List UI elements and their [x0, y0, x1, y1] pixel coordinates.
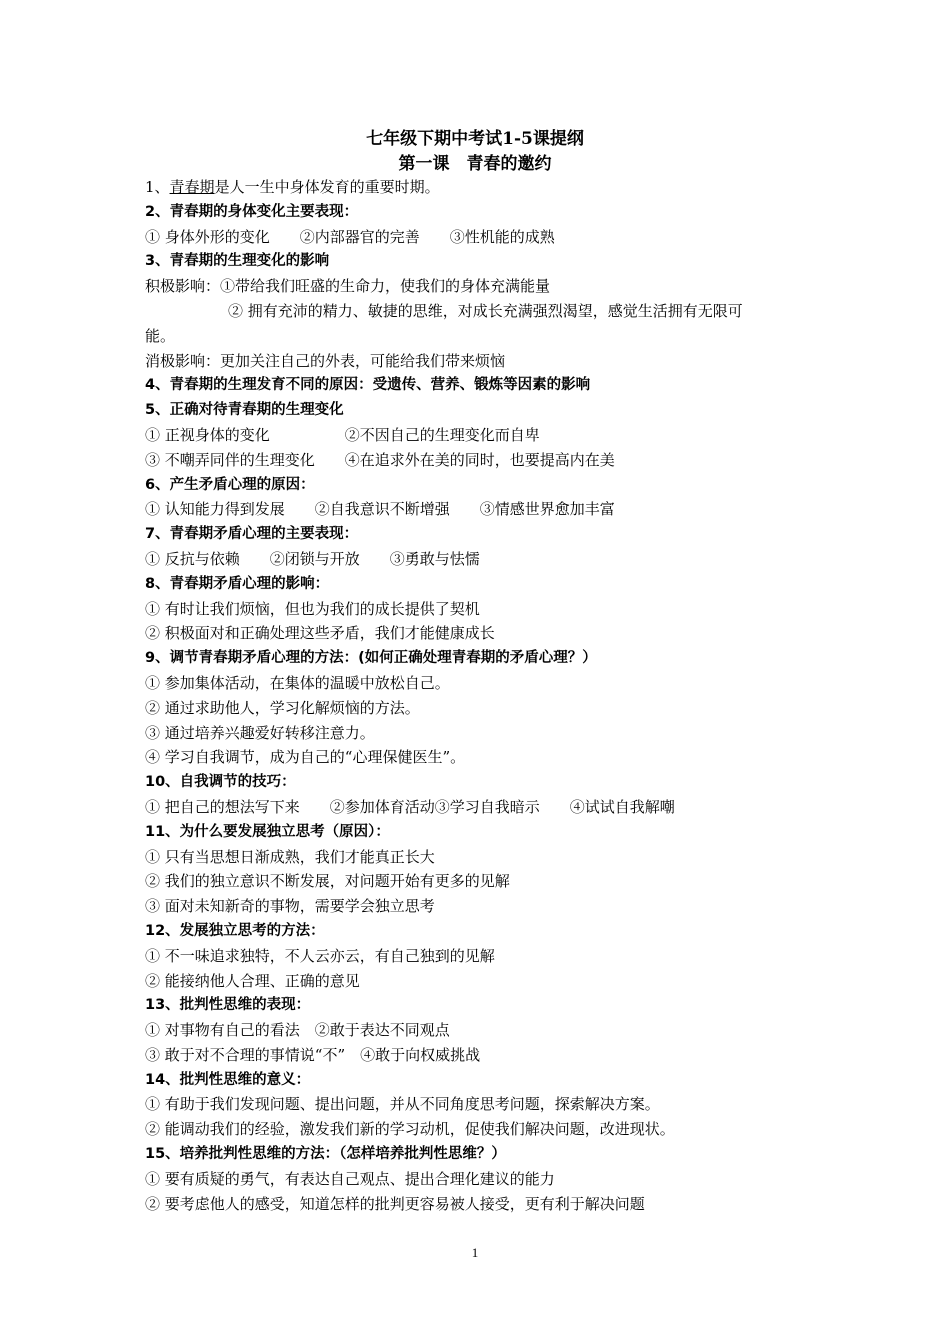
section-heading	[145, 200, 825, 225]
underlined-term: 青春期	[169, 178, 215, 196]
line-text: 能。	[145, 326, 176, 345]
outline-line	[145, 349, 825, 374]
line-text: 13、批判性思维的表现：	[145, 997, 311, 1014]
line-text: ③ 面对未知新奇的事物，需要学会独立思考	[145, 897, 435, 916]
outline-line	[145, 969, 825, 994]
line-text: 4、青春期的生理发育不同的原因：受遗传、营养、锻炼等因素的影响	[145, 377, 591, 394]
section-heading	[145, 646, 825, 671]
section-heading	[145, 1068, 825, 1093]
section-heading	[145, 1142, 825, 1167]
outline-line	[145, 274, 825, 299]
line-text: ① 正视身体的变化 ②不因自己的生理变化而自卑	[145, 425, 540, 444]
section-heading	[145, 919, 825, 944]
line-text: 15、培养批判性思维的方法：（怎样培养批判性思维？）	[145, 1146, 506, 1163]
intro-line	[145, 175, 825, 200]
outline-line	[145, 1018, 825, 1043]
line-text: 12、发展独立思考的方法：	[145, 922, 325, 939]
line-text: ③ 通过培养兴趣爱好转移注意力。	[145, 723, 375, 742]
section-heading	[145, 572, 825, 597]
line-text: ① 只有当思想日渐成熟，我们才能真正长大	[145, 847, 435, 866]
line-text: ① 反抗与依赖 ②闭锁与开放 ③勇敢与怯懦	[145, 549, 480, 568]
outline-line	[145, 1192, 825, 1217]
outline-line	[145, 1092, 825, 1117]
document-title: 七年级下期中考试1-5课提纲	[366, 129, 584, 149]
intro-rest: 是人一生中身体发育的重要时期。	[214, 178, 440, 196]
outline-line	[145, 597, 825, 622]
section-heading	[145, 522, 825, 547]
page-number: 1	[471, 1245, 479, 1260]
section-heading	[145, 993, 825, 1018]
section-heading	[145, 249, 825, 274]
line-text: 5、正确对待青春期的生理变化	[145, 402, 344, 419]
section-heading	[145, 473, 825, 498]
line-text: ① 把自己的想法写下来 ②参加体育活动③学习自我暗示 ④试试自我解嘲	[145, 797, 675, 816]
line-text: ② 能调动我们的经验，激发我们新的学习动机，促使我们解决问题，改进现状。	[145, 1120, 675, 1139]
line-text: 3、青春期的生理变化的影响	[145, 253, 330, 270]
section-heading	[145, 373, 825, 398]
line-text: 9、调节青春期矛盾心理的方法：(如何正确处理青春期的矛盾心理？）	[145, 650, 597, 667]
outline-line	[145, 745, 825, 770]
line-text: ② 积极面对和正确处理这些矛盾，我们才能健康成长	[145, 624, 495, 643]
line-text: ① 认知能力得到发展 ②自我意识不断增强 ③情感世界愈加丰富	[145, 500, 615, 519]
line-text: 10、自我调节的技巧：	[145, 774, 296, 791]
outline-line	[145, 1043, 825, 1068]
line-text: 11、为什么要发展独立思考（原因）：	[145, 823, 390, 840]
line-text: ① 参加集体活动，在集体的温暖中放松自己。	[145, 673, 450, 692]
line-text: ① 有时让我们烦恼，但也为我们的成长提供了契机	[145, 599, 480, 618]
outline-line	[145, 845, 825, 870]
line-text: ② 能接纳他人合理、正确的意见	[145, 971, 360, 990]
outline-body	[145, 175, 825, 1216]
line-text: ① 有助于我们发现问题、提出问题，并从不同角度思考问题，探索解决方案。	[145, 1095, 660, 1114]
outline-line	[145, 721, 825, 746]
line-text: ② 通过求助他人，学习化解烦恼的方法。	[145, 698, 420, 717]
line-text: ③ 不嘲弄同伴的生理变化 ④在追求外在美的同时，也要提高内在美	[145, 450, 615, 469]
outline-line	[145, 621, 825, 646]
outline-line	[145, 671, 825, 696]
line-text: ① 不一味追求独特，不人云亦云，有自己独到的见解	[145, 946, 495, 965]
line-text: ① 对事物有自己的看法 ②敢于表达不同观点	[145, 1021, 450, 1040]
line-text: 消极影响：更加关注自己的外表，可能给我们带来烦恼	[145, 351, 506, 370]
line-text: ① 要有质疑的勇气，有表达自己观点、提出合理化建议的能力	[145, 1169, 555, 1188]
outline-line	[145, 547, 825, 572]
outline-line	[145, 869, 825, 894]
outline-line	[145, 225, 825, 250]
line-text: ② 拥有充沛的精力、敏捷的思维，对成长充满强烈渴望，感觉生活拥有无限可	[228, 301, 743, 320]
line-text: ④ 学习自我调节，成为自己的“心理保健医生”。	[145, 748, 466, 767]
outline-line	[145, 944, 825, 969]
line-text: ② 要考虑他人的感受，知道怎样的批判更容易被人接受，更有利于解决问题	[145, 1194, 645, 1213]
line-text: ③ 敢于对不合理的事情说“不” ④敢于向权威挑战	[145, 1045, 481, 1064]
intro-prefix: 1、	[145, 178, 170, 196]
line-text: ② 我们的独立意识不断发展，对问题开始有更多的见解	[145, 872, 510, 891]
line-text: 7、青春期矛盾心理的主要表现：	[145, 526, 359, 543]
line-text: ① 身体外形的变化 ②内部器官的完善 ③性机能的成熟	[145, 227, 555, 246]
line-text: 6、产生矛盾心理的原因：	[145, 476, 315, 493]
outline-line	[145, 423, 825, 448]
line-text: 积极影响：①带给我们旺盛的生命力，使我们的身体充满能量	[145, 277, 551, 296]
section-heading	[145, 820, 825, 845]
outline-line	[145, 1117, 825, 1142]
line-text: 14、批判性思维的意义：	[145, 1071, 311, 1088]
outline-line	[145, 497, 825, 522]
outline-line	[145, 696, 825, 721]
outline-lines	[145, 200, 825, 1217]
section-heading	[145, 770, 825, 795]
lesson-heading: 第一课 青春的邀约	[398, 154, 552, 174]
outline-line	[145, 1167, 825, 1192]
outline-line	[145, 324, 825, 349]
section-heading	[145, 398, 825, 423]
outline-line	[145, 299, 825, 324]
outline-line	[145, 894, 825, 919]
outline-line	[145, 795, 825, 820]
line-text: 2、青春期的身体变化主要表现：	[145, 203, 359, 220]
outline-line	[145, 448, 825, 473]
line-text: 8、青春期矛盾心理的影响：	[145, 575, 330, 592]
